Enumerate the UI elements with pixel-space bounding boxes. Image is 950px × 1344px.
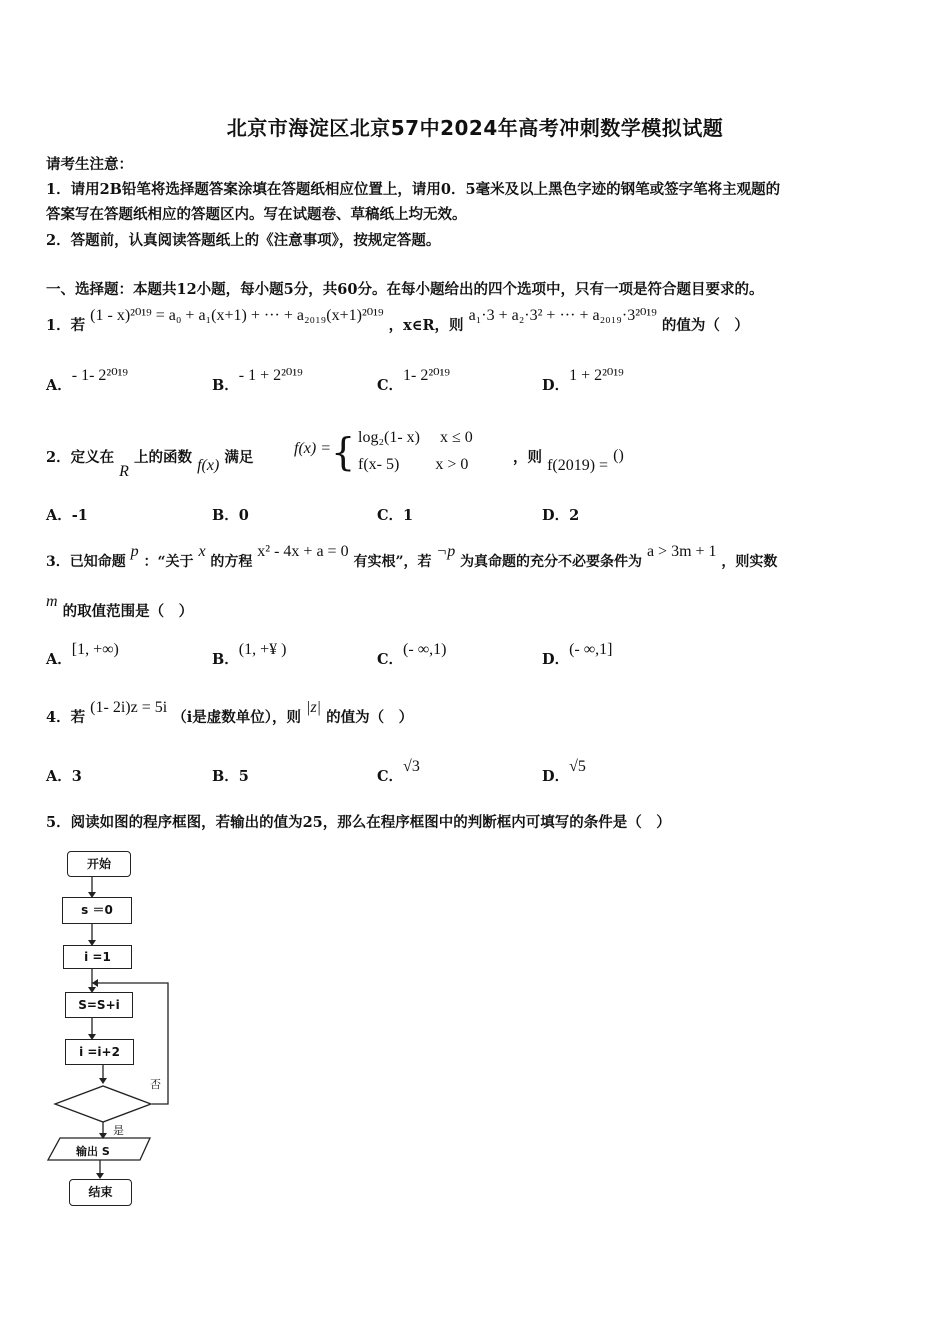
flowchart-yes-label: 是 [113, 1124, 124, 1137]
flowchart-end: 结束 [69, 1179, 132, 1206]
q1-option-a[interactable]: A．- 1- 2²⁰¹⁹ [46, 367, 129, 394]
q2-fx: f(x) [197, 457, 220, 474]
page-title: 北京市海淀区北京57中2024年高考冲刺数学模拟试题 [226, 116, 724, 140]
section1-heading: 一、选择题：本题共12小题，每小题5分，共60分。在每小题给出的四个选项中，只有一项是符合题目要求的。 [46, 281, 764, 298]
flowchart-sum: S=S+i [65, 992, 133, 1018]
q4-option-b[interactable]: B．5 [212, 768, 249, 785]
q3-option-c[interactable]: C．(- ∞,1) [377, 641, 447, 668]
q3-option-d[interactable]: D．(- ∞,1] [542, 641, 613, 668]
q2-option-a[interactable]: A．-1 [46, 507, 88, 524]
question-4: 4．若 (1- 2i)z = 5i （i是虚数单位），则 |z| 的值为（ ） [46, 699, 414, 726]
q4-option-a[interactable]: A．3 [46, 768, 82, 785]
q1-option-c[interactable]: C．1- 2²⁰¹⁹ [377, 367, 450, 394]
q2-expression: f(2019) = [547, 457, 609, 474]
q2-case-2: f(x- 5) x > 0 [358, 456, 469, 473]
q1-prefix: 1．若 [46, 317, 86, 334]
question-3-line2: m 的取值范围是（ ） [46, 593, 194, 620]
notice-item1-line2: 答案写在答题纸相应的答题区内。写在试题卷、草稿纸上均无效。 [46, 206, 467, 223]
flowchart-output: 输出 S [76, 1145, 110, 1158]
q2-mid1: 上的函数 [134, 449, 192, 466]
flowchart-no-label: 否 [150, 1078, 161, 1091]
q2-mid2: 满足 [224, 449, 254, 466]
notice-heading: 请考生注意： [46, 156, 133, 173]
flowchart-increment: i =i+2 [65, 1039, 134, 1065]
q2-prefix: 2．定义在 [46, 449, 115, 466]
q2-r: R [119, 463, 129, 480]
q3-option-a[interactable]: A．[1, +∞) [46, 641, 119, 668]
q3-option-b[interactable]: B．(1, +¥ ) [212, 641, 287, 668]
q2-option-d[interactable]: D．2 [542, 507, 580, 524]
q2-piecewise: f(x) ={ [294, 430, 356, 474]
flowchart-start: 开始 [67, 851, 131, 877]
q4-option-d[interactable]: D．√5 [542, 758, 586, 785]
q4-option-c[interactable]: C．√3 [377, 758, 420, 785]
notice-item1-line1: 1．请用2B铅笔将选择题答案涂填在答题纸相应位置上，请用0．5毫米及以上黑色字迹的钢笔或签字笔将主观题的 [46, 181, 781, 198]
q1-option-d[interactable]: D．1 + 2²⁰¹⁹ [542, 367, 624, 394]
q1-option-b[interactable]: B．- 1 + 2²⁰¹⁹ [212, 367, 303, 394]
q2-brace: { [331, 430, 356, 474]
q2-option-b[interactable]: B．0 [212, 507, 249, 524]
question-5: 5．阅读如图的程序框图，若输出的值为25，那么在程序框图中的判断框内可填写的条件是（ ） [46, 814, 671, 831]
flowchart-init-s: s ＝0 [62, 897, 132, 924]
q2-case-1: log₂(1- x) x ≤ 0 [358, 429, 473, 446]
q1-expression-2: a₁·3 + a₂·3² + ··· + a₂₀₁₉·3²⁰¹⁹ [468, 307, 657, 324]
q2-suffix: () [613, 447, 624, 464]
notice-item2: 2．答题前，认真阅读答题纸上的《注意事项》，按规定答题。 [46, 232, 441, 249]
q2-option-c[interactable]: C．1 [377, 507, 414, 524]
question-3: 3．已知命题 p ：“关于 x 的方程 x² - 4x + a = 0 有实根”，若 ¬p 为真命题的充分不必要条件为 a > 3m + 1 ，则实数 [46, 543, 778, 570]
flowchart-init-i: i =1 [63, 945, 132, 969]
q1-expression: (1 - x)²⁰¹⁹ = a₀ + a₁(x+1) + ··· + a₂₀₁₉(x+1)²⁰¹⁹ [90, 307, 384, 324]
q1-suffix: 的值为（ ） [661, 317, 749, 334]
q1-mid: ，x∈R，则 [388, 317, 464, 334]
q2-mid3: ，则 [513, 449, 542, 466]
